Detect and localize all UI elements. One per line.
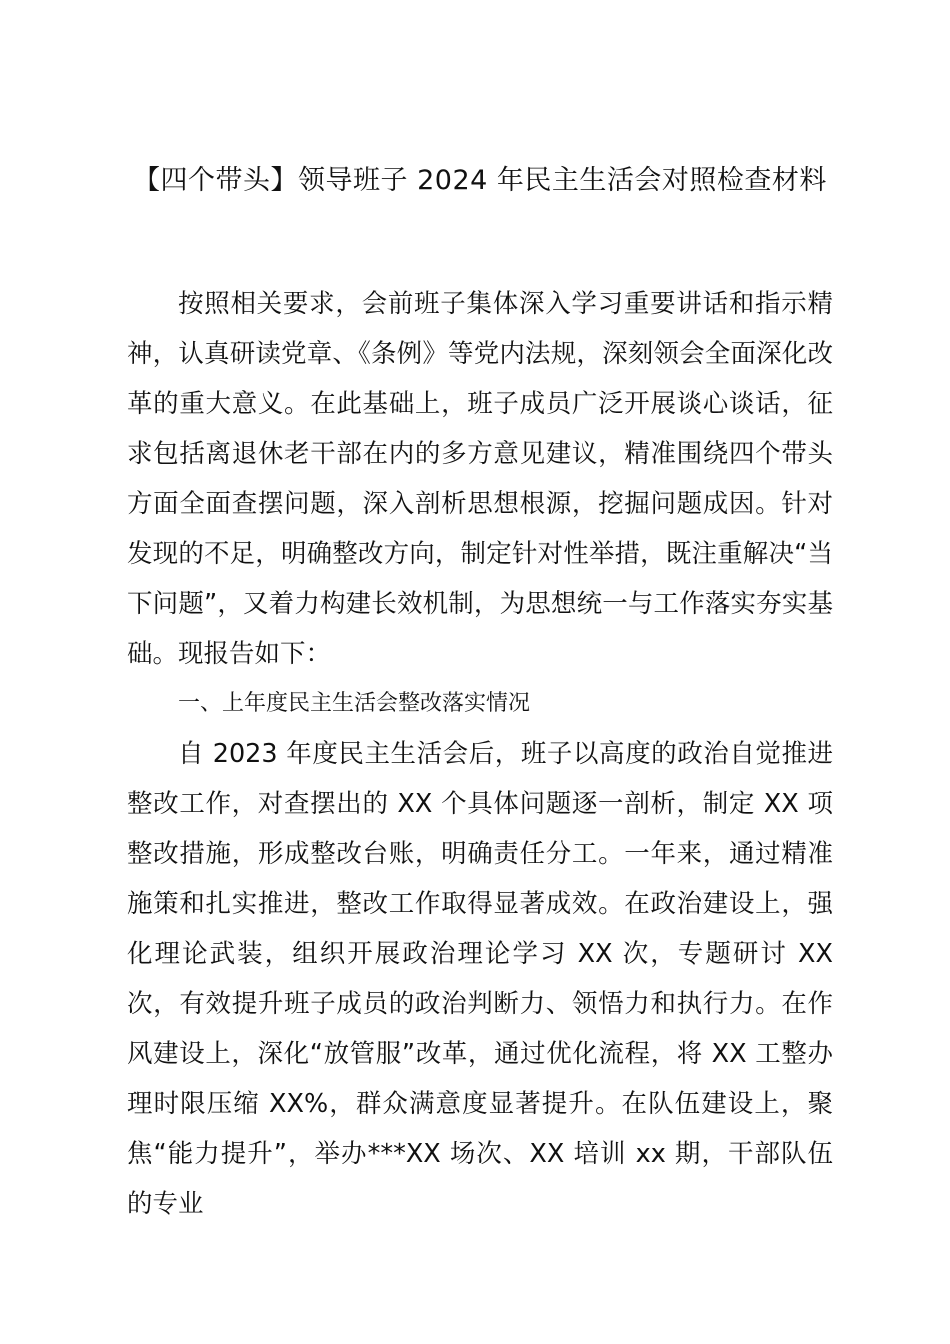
document-body bbox=[127, 279, 833, 1229]
document-title: 【四个带头】领导班子 2024 年民主生活会对照检查材料 bbox=[133, 165, 827, 196]
section-1-paragraph: 自 2023 年度民主生活会后，班子以高度的政治自觉推进整改工作，对查摆出的 XX 个具体问题逐一剖析，制定 XX 项整改措施，形成整改台账，明确责任分工。一年来，通过精准施策和扎实推进，整改工作取得显著成效。在政治建设上，强化理论武装，组织开展政治理论学习 XX 次，专题研讨 XX 次，有效提升班子成员的政治判断力、领悟力和执行力。在作风建设上，深化“放管服”改革，通过优化流程，将 XX 工整办理时限压缩 XX%，群众满意度显著提升。在队伍建设上，聚焦“能力提升”，举办***XX 场次、XX 培训 xx 期，干部队伍的专业 bbox=[127, 739, 833, 1219]
section-heading-1: 一、上年度民主生活会整改落实情况 bbox=[178, 691, 531, 716]
intro-paragraph: 按照相关要求，会前班子集体深入学习重要讲话和指示精神，认真研读党章、《条例》等党内法规，深刻领会全面深化改革的重大意义。在此基础上，班子成员广泛开展谈心谈话，征求包括离退休老干部在内的多方意见建议，精准围绕四个带头方面全面查摆问题，深入剖析思想根源，挖掘问题成因。针对发现的不足，明确整改方向，制定针对性举措，既注重解决“当下问题”，又着力构建长效机制，为思想统一与工作落实夯实基础。现报告如下： bbox=[127, 289, 833, 669]
